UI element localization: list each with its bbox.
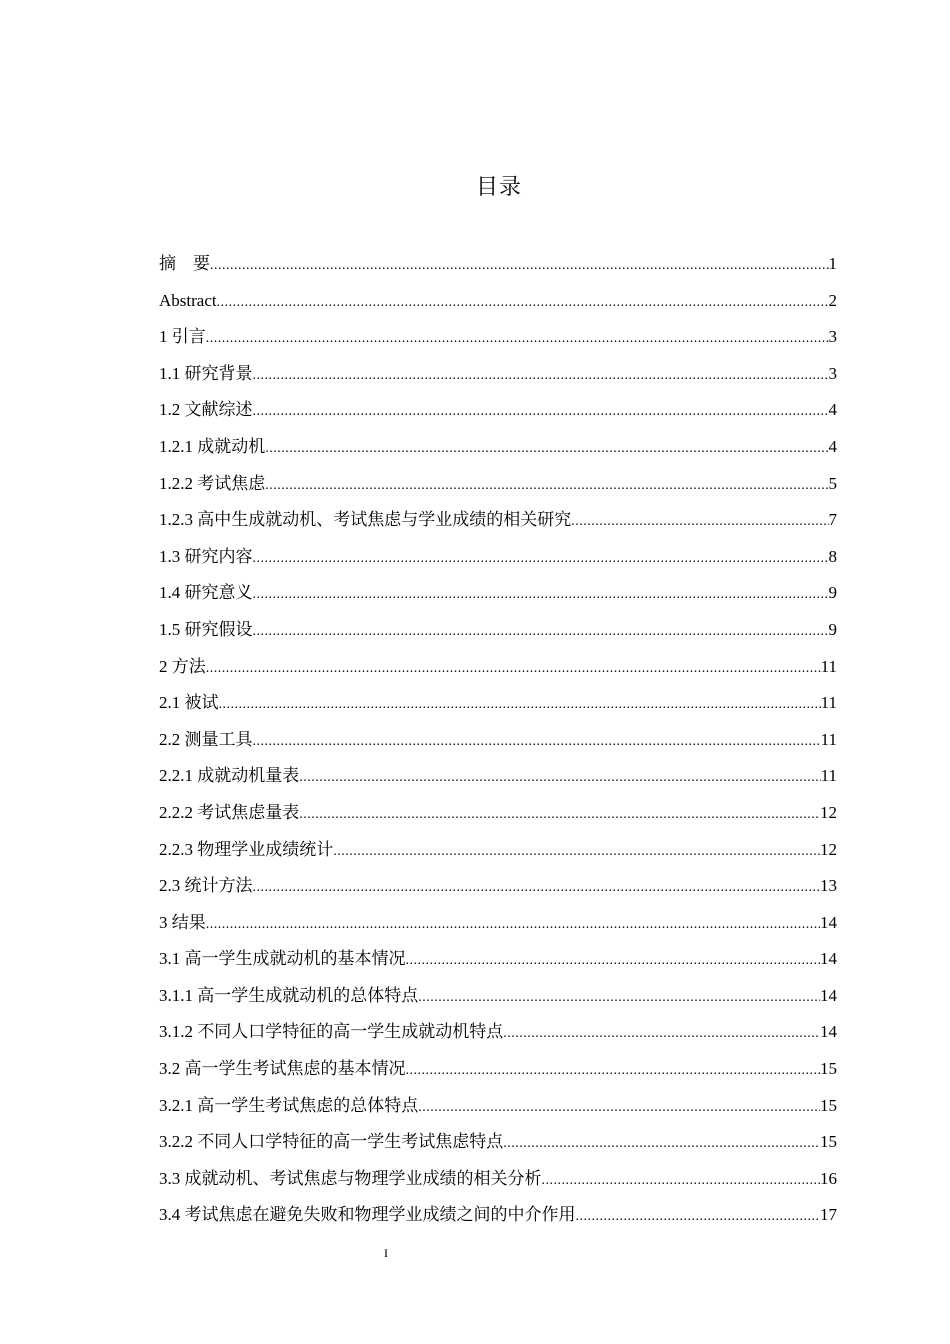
toc-entry[interactable] [159,539,837,576]
toc-entry-page: 14 [820,949,837,969]
toc-entry[interactable] [159,466,837,503]
toc-entry-label: 1.2.3 高中生成就动机、考试焦虑与学业成绩的相关研究 [159,510,572,530]
toc-entry[interactable] [159,685,837,722]
toc-entry-page: 11 [820,656,837,676]
toc-entry-label: 3.1.2 不同人口学特征的高一学生成就动机特点 [159,1022,504,1042]
toc-entry[interactable] [159,1197,837,1234]
toc-entry-label: 1.3 研究内容 [159,546,253,566]
toc-entry-page: 14 [820,985,837,1005]
toc-entry-label: 2.1 被试 [159,693,219,713]
toc-entry[interactable] [159,1124,837,1161]
toc-entry-page: 13 [820,876,837,896]
toc-dot-leader [576,1199,821,1236]
toc-entry[interactable] [159,758,837,795]
toc-entry-page: 2 [828,290,837,310]
toc-entry[interactable] [159,832,837,869]
toc-dot-leader [253,541,829,578]
toc-entry-label: 1.1 研究背景 [159,363,253,383]
toc-dot-leader [206,321,829,358]
toc-dot-leader [253,394,829,431]
toc-entry-label: 1.5 研究假设 [159,619,253,639]
toc-entry-page: 12 [820,802,837,822]
toc-entry-page: 3 [828,363,837,383]
toc-entry[interactable] [159,649,837,686]
toc-entry[interactable] [159,575,837,612]
toc-dot-leader [206,907,820,944]
toc-entry[interactable] [159,319,837,356]
toc-entry-page: 4 [828,400,837,420]
toc-dot-leader [542,1163,821,1200]
toc-dot-leader [265,431,828,468]
toc-entry-page: 9 [828,619,837,639]
toc-entry-label: 3.2.2 不同人口学特征的高一学生考试焦虑特点 [159,1132,504,1152]
toc-entry[interactable] [159,1014,837,1051]
toc-entry-page: 5 [828,473,837,493]
toc-dot-leader [503,1016,820,1053]
table-of-contents [159,246,837,1234]
toc-dot-leader [253,870,821,907]
toc-entry[interactable] [159,722,837,759]
toc-dot-leader [571,504,828,541]
toc-entry[interactable] [159,1161,837,1198]
toc-entry[interactable] [159,795,837,832]
toc-entry-page: 17 [820,1205,837,1225]
toc-entry[interactable] [159,978,837,1015]
toc-entry-label: 1.2.2 考试焦虑 [159,473,266,493]
toc-entry-page: 11 [820,729,837,749]
toc-entry-label: 1.2.1 成就动机 [159,436,266,456]
toc-entry-page: 15 [820,1095,837,1115]
toc-entry-label: 1.4 研究意义 [159,583,253,603]
toc-entry-page: 3 [828,327,837,347]
toc-entry-label: 3.3 成就动机、考试焦虑与物理学业成绩的相关分析 [159,1168,542,1188]
toc-dot-leader [418,1090,820,1127]
toc-dot-leader [406,943,821,980]
toc-entry-label: 3.1.1 高一学生成就动机的总体特点 [159,985,419,1005]
toc-entry-label: 3 结果 [159,912,206,932]
toc-entry-page: 11 [820,766,837,786]
toc-entry[interactable] [159,1051,837,1088]
toc-entry-page: 15 [820,1132,837,1152]
toc-dot-leader [265,468,828,505]
toc-entry-page: 11 [820,693,837,713]
toc-entry-label: 1 引言 [159,327,206,347]
toc-entry-page: 12 [820,839,837,859]
toc-entry[interactable] [159,392,837,429]
toc-entry-page: 14 [820,1022,837,1042]
toc-entry-page: 14 [820,912,837,932]
toc-entry-label: 2.2.2 考试焦虑量表 [159,802,300,822]
toc-entry-page: 7 [828,510,837,530]
toc-entry[interactable] [159,429,837,466]
toc-entry[interactable] [159,502,837,539]
toc-entry[interactable] [159,356,837,393]
toc-entry-page: 1 [828,254,837,273]
toc-entry[interactable] [159,1088,837,1125]
toc-dot-leader [217,285,829,322]
toc-entry[interactable] [159,941,837,978]
toc-entry-page: 15 [820,1059,837,1079]
toc-dot-leader [503,1126,820,1163]
toc-entry-label: Abstract [159,290,217,310]
toc-entry-page: 9 [828,583,837,603]
toc-dot-leader [418,980,820,1017]
toc-entry-label: 1.2 文献综述 [159,400,253,420]
toc-entry-page: 4 [828,436,837,456]
toc-entry-page: 16 [820,1168,837,1188]
toc-entry-label: 2.3 统计方法 [159,876,253,896]
toc-dot-leader [219,687,821,724]
toc-entry-label: 3.1 高一学生成就动机的基本情况 [159,949,406,969]
toc-entry-label: 3.4 考试焦虑在避免失败和物理学业成绩之间的中介作用 [159,1205,576,1225]
toc-dot-leader [253,358,829,395]
toc-dot-leader [299,760,820,797]
toc-dot-leader [406,1053,821,1090]
toc-entry-label: 2.2.3 物理学业成绩统计 [159,839,334,859]
toc-entry-label: 2.2 测量工具 [159,729,253,749]
toc-entry[interactable] [159,283,837,320]
toc-entry[interactable] [159,905,837,942]
toc-dot-leader [299,797,820,834]
page-title: 目录 [475,175,522,200]
toc-entry-label: 3.2 高一学生考试焦虑的基本情况 [159,1059,406,1079]
toc-dot-leader [253,614,829,651]
toc-entry-label: 2 方法 [159,656,206,676]
toc-dot-leader [253,724,821,761]
toc-entry-page: 8 [828,546,837,566]
toc-entry-label: 3.2.1 高一学生考试焦虑的总体特点 [159,1095,419,1115]
toc-dot-leader [253,577,829,614]
toc-dot-leader [206,651,821,688]
toc-entry-label: 2.2.1 成就动机量表 [159,766,300,786]
toc-entry[interactable] [159,246,837,283]
toc-dot-leader [210,248,829,285]
toc-entry[interactable] [159,612,837,649]
toc-entry-label: 摘 要 [159,254,210,273]
footer-page-number: I [384,1246,388,1260]
toc-dot-leader [333,834,820,871]
toc-entry[interactable] [159,868,837,905]
